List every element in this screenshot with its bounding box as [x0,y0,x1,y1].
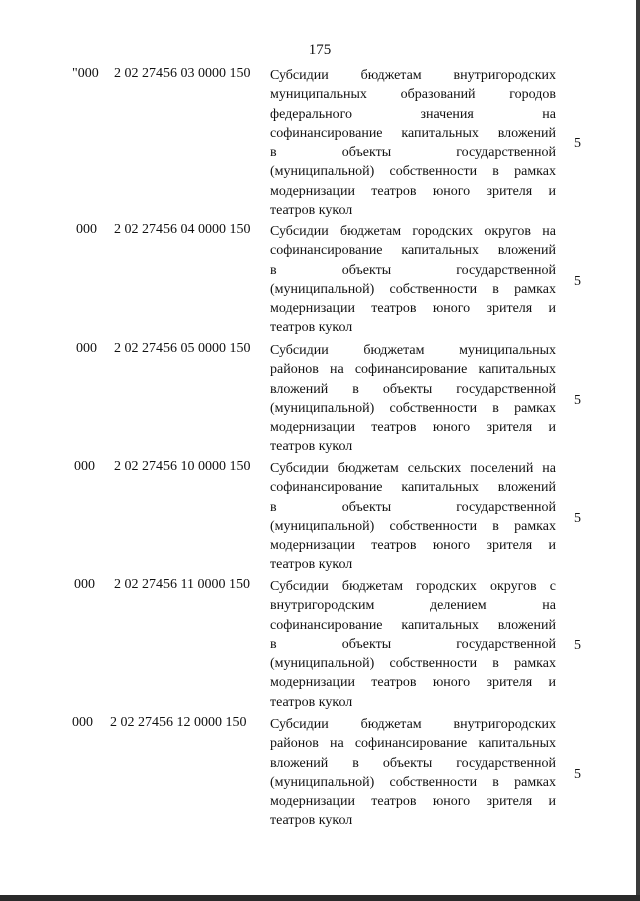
description-line: вложений в объекты государственной [270,381,556,397]
description-line: (муниципальной) собственности в рамках [270,164,556,180]
description-line: (муниципальной) собственности в рамках [270,656,556,672]
row-description [270,222,556,338]
row-value: 5 [574,393,581,408]
description-line: (муниципальной) собственности в рамках [270,281,556,297]
description-line: модернизации театров юного зрителя и [270,675,556,691]
row-code: 000 [74,577,95,592]
row-code: 000 [72,715,93,730]
description-line: софинансирование капитальных вложений [270,617,556,633]
row-code: "000 [72,66,99,81]
description-line: Субсидии бюджетам внутригородских [270,717,556,732]
description-line: театров кукол [270,439,353,455]
description-line: софинансирование капитальных вложений [270,243,556,259]
description-line: театров кукол [270,557,353,573]
description-line: в объекты государственной [270,262,556,278]
row-value: 5 [574,511,581,526]
scan-edge-right [636,0,640,901]
description-line: софинансирование капитальных вложений [270,125,556,141]
description-line: модернизации театров юного зрителя и [270,183,556,199]
description-line: театров кукол [270,320,353,336]
description-line: театров кукол [270,203,353,219]
description-line: Субсидии бюджетам сельских поселений на [270,461,556,476]
description-line: (муниципальной) собственности в рамках [270,518,556,534]
row-description [270,66,556,220]
row-value: 5 [574,767,581,782]
description-line: театров кукол [270,813,353,829]
row-description [270,341,556,457]
row-code: 000 [74,459,95,474]
row-kbk-code: 2 02 27456 05 0000 150 [114,341,251,356]
row-kbk-code: 2 02 27456 11 0000 150 [114,577,250,592]
row-value: 5 [574,136,581,151]
row-kbk-code: 2 02 27456 12 0000 150 [110,715,247,730]
description-line: театров кукол [270,694,353,710]
description-line: районов на софинансирование капитальных [270,736,556,752]
description-line: Субсидии бюджетам муниципальных [270,343,556,358]
description-line: районов на софинансирование капитальных [270,362,556,378]
description-line: в объекты государственной [270,499,556,515]
description-line: федерального значения на [270,106,556,122]
row-code: 000 [76,222,97,237]
row-description [270,577,556,712]
description-line: Субсидии бюджетам городских округов с [270,579,556,594]
description-line: Субсидии бюджетам внутригородских [270,68,556,83]
description-line: муниципальных образований городов [270,87,556,103]
row-kbk-code: 2 02 27456 04 0000 150 [114,222,251,237]
description-line: модернизации театров юного зрителя и [270,301,556,317]
page-number: 175 [308,42,332,58]
description-line: в объекты государственной [270,145,556,161]
scan-edge-bottom [0,895,640,901]
row-value: 5 [574,638,581,653]
row-description [270,715,556,831]
row-kbk-code: 2 02 27456 10 0000 150 [114,459,251,474]
row-description [270,459,556,575]
description-line: (муниципальной) собственности в рамках [270,774,556,790]
description-line: в объекты государственной [270,636,556,652]
description-line: модернизации театров юного зрителя и [270,420,556,436]
description-line: модернизации театров юного зрителя и [270,794,556,810]
description-line: внутригородским делением на [270,598,556,614]
row-kbk-code: 2 02 27456 03 0000 150 [114,66,251,81]
row-code: 000 [76,341,97,356]
description-line: (муниципальной) собственности в рамках [270,400,556,416]
row-value: 5 [574,274,581,289]
description-line: софинансирование капитальных вложений [270,480,556,496]
description-line: вложений в объекты государственной [270,755,556,771]
description-line: модернизации театров юного зрителя и [270,538,556,554]
description-line: Субсидии бюджетам городских округов на [270,224,556,239]
